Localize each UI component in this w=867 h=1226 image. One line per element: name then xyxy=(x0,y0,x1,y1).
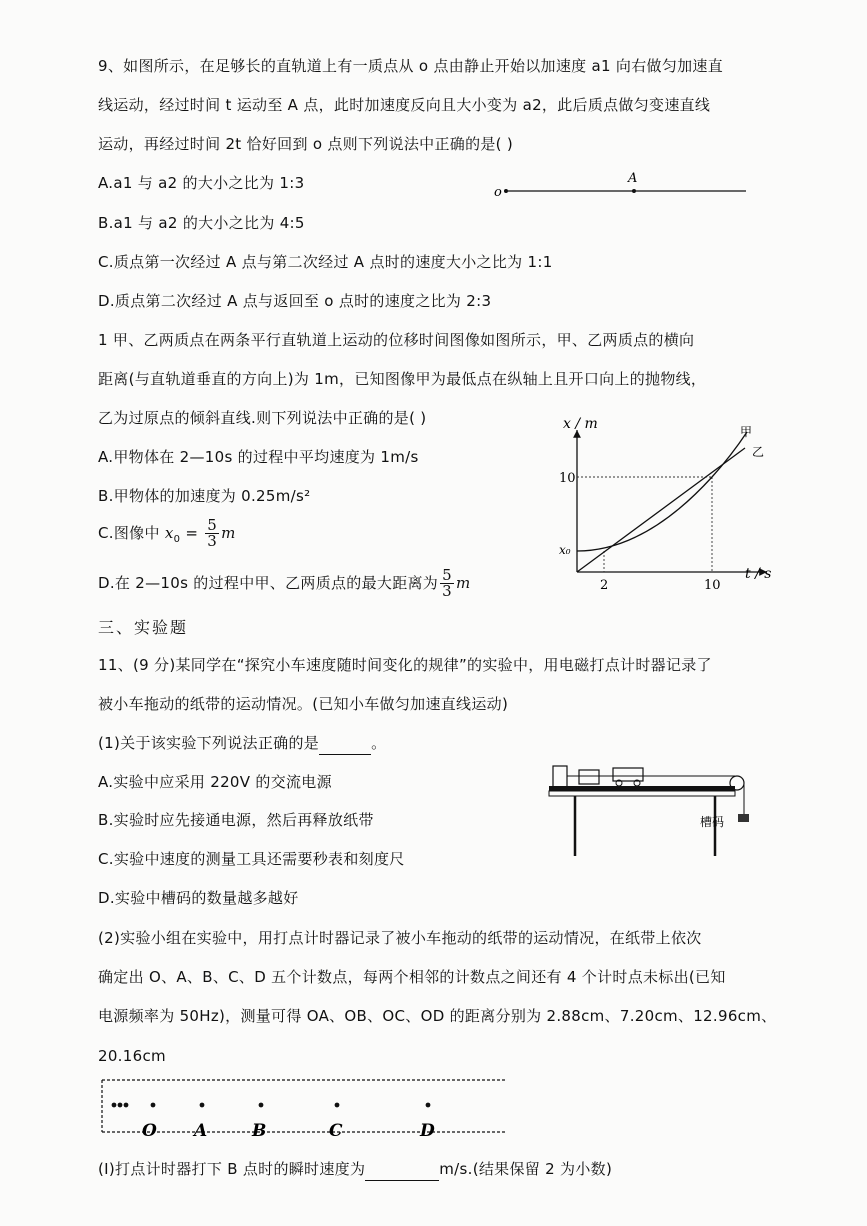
q11-part-i-answer-blank[interactable] xyxy=(365,1158,439,1181)
tick-x-10: 10 xyxy=(704,578,721,593)
track-board xyxy=(549,786,735,791)
label-yi: 乙 xyxy=(752,445,765,459)
q11-option-b: B.实验时应先接通电源，然后再释放纸带 xyxy=(98,811,374,829)
q11-option-d: D.实验中槽码的数量越多越好 xyxy=(98,889,299,907)
count-point-b xyxy=(259,1103,264,1108)
q10-option-c-prefix: C.图像中 xyxy=(98,524,165,542)
paper-tape-figure xyxy=(98,1076,510,1144)
count-point-o xyxy=(151,1103,156,1108)
q9-stem-line-2: 线运动，经过时间 t 运动至 A 点，此时加速度反向且大小变为 a2，此后质点做匀变速直线 xyxy=(98,96,711,114)
q11-stem-line-1: 11、(9 分)某同学在“探究小车速度随时间变化的规律”的实验中，用电磁打点计时器记录了 xyxy=(98,656,712,674)
fraction-numerator: 5 xyxy=(442,566,452,584)
q11-part1-prefix: (1)关于该实验下列说法正确的是 xyxy=(98,734,320,752)
q10-xt-graph xyxy=(545,408,785,598)
tape-label-a: A xyxy=(194,1121,208,1141)
label-jia: 甲 xyxy=(740,425,753,439)
q10-option-d-prefix: D.在 2—10s 的过程中甲、乙两质点的最大距离为 xyxy=(98,574,439,592)
q11-part1-suffix: 。 xyxy=(371,734,387,752)
point-a xyxy=(632,189,636,193)
x-axis-label: t / s xyxy=(745,566,772,582)
q11-part-i-suffix: m/s.(结果保留 2 为小数) xyxy=(439,1160,613,1178)
section-title: 三、实验题 xyxy=(98,618,189,637)
pulley xyxy=(730,776,744,790)
q9-stem-line-1: 9、如图所示，在足够长的直轨道上有一质点从 o 点由静止开始以加速度 a1 向右做匀加速直 xyxy=(98,57,724,75)
q11-option-a: A.实验中应采用 220V 的交流电源 xyxy=(98,773,332,791)
apparatus-figure xyxy=(545,756,760,866)
q11-part2-line-2: 确定出 O、A、B、C、D 五个计数点，每两个相邻的计数点之间还有 4 个计时点未标出(已知 xyxy=(98,968,726,986)
curve-jia xyxy=(577,432,747,551)
q9-track-figure xyxy=(488,168,758,203)
tape-label-d: D xyxy=(420,1121,435,1141)
timer-dot xyxy=(112,1103,117,1108)
q10-stem-line-1: 1 甲、乙两质点在两条平行直轨道上运动的位移时间图像如图所示，甲、乙两质点的横向 xyxy=(98,331,695,349)
timer-block xyxy=(553,766,567,788)
tick-x-2: 2 xyxy=(600,578,609,593)
label-o: o xyxy=(494,185,502,200)
tape-label-c: C xyxy=(329,1121,343,1141)
cart xyxy=(613,768,643,781)
q11-part2-line-4: 20.16cm xyxy=(98,1047,166,1065)
fraction-denominator: 3 xyxy=(207,532,218,550)
unit-m: m xyxy=(455,574,471,592)
label-a: A xyxy=(628,171,638,186)
q10-option-d xyxy=(98,568,470,599)
equals-sign: = xyxy=(180,524,204,542)
q11-part-i-prefix: (I)打点计时器打下 B 点时的瞬时速度为 xyxy=(98,1160,366,1178)
fraction-denominator: 3 xyxy=(442,582,452,600)
q9-stem-line-3: 运动，再经过时间 2t 恰好回到 o 点则下列说法中正确的是( ) xyxy=(98,135,514,153)
q10-option-a: A.甲物体在 2—10s 的过程中平均速度为 1m/s xyxy=(98,448,419,466)
q9-option-d: D.质点第二次经过 A 点与返回至 o 点时的速度之比为 2:3 xyxy=(98,292,492,310)
tape-label-o: O xyxy=(142,1121,157,1141)
timer-dot xyxy=(118,1103,123,1108)
q11-option-c: C.实验中速度的测量工具还需要秒表和刻度尺 xyxy=(98,850,405,868)
point-o xyxy=(504,189,508,193)
x0-subscript: 0 xyxy=(173,534,181,545)
weights-label: 槽码 xyxy=(700,815,725,829)
tick-y-10: 10 xyxy=(559,471,576,486)
count-point-c xyxy=(335,1103,340,1108)
q11-stem-line-2: 被小车拖动的纸带的运动情况。(已知小车做匀加速直线运动) xyxy=(98,695,509,713)
q10-option-c xyxy=(98,518,236,551)
timer-body xyxy=(579,770,599,784)
q9-option-b: B.a1 与 a2 的大小之比为 4:5 xyxy=(98,214,305,232)
tape-label-b: B xyxy=(252,1121,267,1141)
count-point-a xyxy=(200,1103,205,1108)
q11-part2-line-1: (2)实验小组在实验中，用打点计时器记录了被小车拖动的纸带的运动情况，在纸带上依次 xyxy=(98,929,702,947)
tick-y-x0: x₀ xyxy=(559,543,571,557)
fraction-five-thirds xyxy=(440,568,454,599)
q9-option-c: C.质点第一次经过 A 点与第二次经过 A 点时的速度大小之比为 1:1 xyxy=(98,253,553,271)
fraction-numerator: 5 xyxy=(207,516,218,534)
q10-stem-line-3: 乙为过原点的倾斜直线.则下列说法中正确的是( ) xyxy=(98,409,427,427)
fraction-five-thirds xyxy=(205,518,219,549)
y-axis-label: x / m xyxy=(563,416,598,432)
q11-part2-line-3: 电源频率为 50Hz)，测量可得 OA、OB、OC、OD 的距离分别为 2.88cm、7.20cm、12.96cm、 xyxy=(98,1007,777,1025)
q10-option-b: B.甲物体的加速度为 0.25m/s² xyxy=(98,487,311,505)
x0-variable: x xyxy=(164,524,174,542)
unit-m: m xyxy=(221,524,236,542)
q11-part1-answer-blank[interactable] xyxy=(319,732,371,755)
timer-dot xyxy=(124,1103,129,1108)
hanging-weights xyxy=(738,814,749,822)
line-yi xyxy=(577,448,745,572)
q9-option-a: A.a1 与 a2 的大小之比为 1:3 xyxy=(98,174,305,192)
q11-part-i xyxy=(98,1158,612,1181)
q10-stem-line-2: 距离(与直轨道垂直的方向上)为 1m，已知图像甲为最低点在纵轴上且开口向上的抛物线， xyxy=(98,370,707,388)
q11-part1 xyxy=(98,732,386,755)
count-point-d xyxy=(426,1103,431,1108)
table-top xyxy=(549,791,735,796)
